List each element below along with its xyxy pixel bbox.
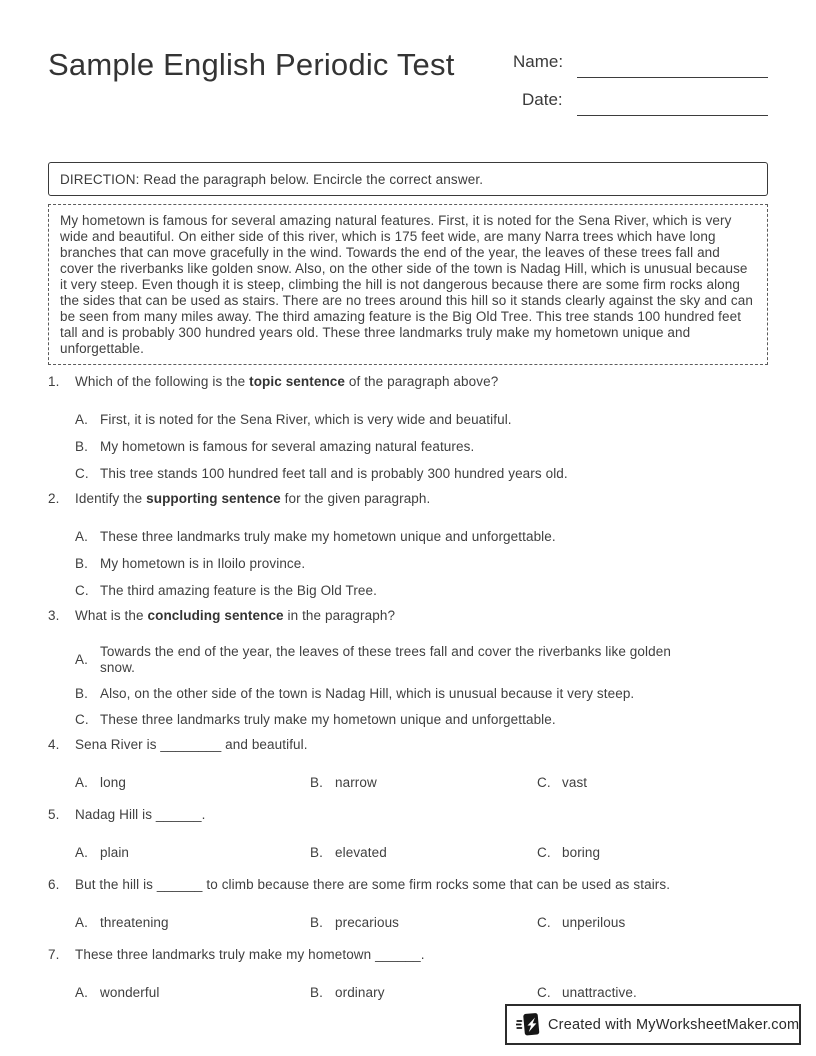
- option-6c-letter: C.: [537, 915, 551, 930]
- question-3-number: 3.: [48, 608, 60, 623]
- passage-text: My hometown is famous for several amazing natural features. First, it is noted for the Sena River, which is very wide and beautiful. On either side of this river, which is 175 feet wide, are many Narra trees which have long branches that can move gracefully in the wind. Towards the end of the year, the leaves of these trees fall and cover the riverbanks like golden snow. Also, on the other side of the town is Nadag Hill, which is unusual because it very steep. Even though it is steep, climbing the hill is not dangerous because there are some firm rocks along the sides that can be used as stairs. There are no trees around this hill so it stands clearly against the sky and can be seen from many miles away. The third amazing feature is the Big Old Tree. This tree stands 100 hundred feet tall and is probably 300 hundred years old. These three landmarks truly make my hometown unique and unforgettable.: [60, 213, 753, 356]
- date-label: Date:: [522, 90, 563, 109]
- option-5b[interactable]: [310, 845, 387, 861]
- option-2a-text: These three landmarks truly make my hometown unique and unforgettable.: [100, 529, 556, 544]
- question-6-options-row: [48, 915, 770, 935]
- option-7b-text: ordinary: [335, 985, 385, 1000]
- question-4: [48, 737, 770, 795]
- option-7b-letter: B.: [310, 985, 323, 1000]
- question-7-text: [75, 947, 425, 963]
- option-7a[interactable]: [75, 985, 159, 1001]
- date-blank-line[interactable]: [577, 115, 768, 116]
- option-1b-letter: B.: [75, 439, 88, 454]
- option-6b[interactable]: [310, 915, 399, 931]
- footer-credit-box: [505, 1004, 801, 1045]
- question-2: [48, 491, 770, 610]
- option-6b-letter: B.: [310, 915, 323, 930]
- option-3a-letter: A.: [75, 652, 88, 667]
- question-1-prefix: Which of the following is the: [75, 374, 250, 389]
- option-3a[interactable]: [75, 644, 770, 676]
- option-4b[interactable]: [310, 775, 377, 791]
- question-7-line: [48, 947, 770, 963]
- question-3-line: [48, 608, 770, 624]
- question-7: [48, 947, 770, 1005]
- question-4-options-row: [48, 775, 770, 795]
- option-6a[interactable]: [75, 915, 169, 931]
- question-7-prefix: These three landmarks truly make my hometown ______.: [75, 947, 425, 962]
- question-2-text: [75, 491, 430, 507]
- question-3-text: [75, 608, 395, 624]
- question-5: [48, 807, 770, 865]
- question-1-number: 1.: [48, 374, 60, 389]
- option-3b-text: Also, on the other side of the town is Nadag Hill, which is unusual because it very steep.: [100, 686, 635, 701]
- question-4-number: 4.: [48, 737, 60, 752]
- name-blank-line[interactable]: [577, 77, 768, 78]
- option-2c-letter: C.: [75, 583, 89, 598]
- question-1: [48, 374, 770, 493]
- page-title: Sample English Periodic Test: [48, 47, 455, 82]
- option-2a-letter: A.: [75, 529, 88, 544]
- question-2-bold: supporting sentence: [146, 491, 281, 506]
- option-1a[interactable]: [75, 412, 770, 428]
- question-5-prefix: Nadag Hill is ______.: [75, 807, 206, 822]
- option-5a[interactable]: [75, 845, 129, 861]
- direction-box: [48, 162, 768, 196]
- question-6-prefix: But the hill is ______ to climb because there are some firm rocks some that can be used as stairs.: [75, 877, 671, 892]
- question-6-text: [75, 877, 670, 893]
- option-3c-text: These three landmarks truly make my hometown unique and unforgettable.: [100, 712, 556, 727]
- option-1c-text: This tree stands 100 hundred feet tall and is probably 300 hundred years old.: [100, 466, 568, 481]
- option-7a-text: wonderful: [100, 985, 160, 1000]
- question-4-prefix: Sena River is ________ and beautiful.: [75, 737, 308, 752]
- question-5-options-row: [48, 845, 770, 865]
- question-5-text: [75, 807, 205, 823]
- question-2-suffix: for the given paragraph.: [280, 491, 431, 506]
- question-7-number: 7.: [48, 947, 60, 962]
- option-5c[interactable]: [537, 845, 600, 861]
- option-7c-text: unattractive.: [562, 985, 637, 1000]
- option-6a-text: threatening: [100, 915, 169, 930]
- question-2-prefix: Identify the: [75, 491, 147, 506]
- option-1a-text: First, it is noted for the Sena River, which is very wide and beuatiful.: [100, 412, 512, 427]
- question-1-bold: topic sentence: [249, 374, 346, 389]
- option-5b-text: elevated: [335, 845, 387, 860]
- direction-text: DIRECTION: Read the paragraph below. Encircle the correct answer.: [60, 171, 484, 187]
- question-6-number: 6.: [48, 877, 60, 892]
- question-6-line: [48, 877, 770, 893]
- option-1c-letter: C.: [75, 466, 89, 481]
- question-5-line: [48, 807, 770, 823]
- option-2c-text: The third amazing feature is the Big Old Tree.: [100, 583, 377, 598]
- question-6: [48, 877, 770, 935]
- option-7c-letter: C.: [537, 985, 551, 1000]
- option-4b-text: narrow: [335, 775, 377, 790]
- question-3-bold: concluding sentence: [147, 608, 284, 623]
- worksheet-maker-logo-icon: [516, 1011, 541, 1038]
- question-7-options-row: [48, 985, 770, 1005]
- option-2a[interactable]: [75, 529, 770, 545]
- option-6b-text: precarious: [335, 915, 400, 930]
- question-1-text: [75, 374, 498, 390]
- question-1-suffix: of the paragraph above?: [345, 374, 499, 389]
- footer-credit-text[interactable]: Created with MyWorksheetMaker.com: [548, 1016, 800, 1033]
- option-1a-letter: A.: [75, 412, 88, 427]
- option-4c[interactable]: [537, 775, 587, 791]
- question-1-line: [48, 374, 770, 390]
- name-label: Name:: [513, 52, 564, 71]
- option-1c[interactable]: [75, 466, 770, 482]
- question-2-line: [48, 491, 770, 507]
- option-5b-letter: B.: [310, 845, 323, 860]
- question-4-line: [48, 737, 770, 753]
- option-3c[interactable]: [75, 712, 770, 728]
- option-2b-letter: B.: [75, 556, 88, 571]
- option-7a-letter: A.: [75, 985, 88, 1000]
- option-3b-letter: B.: [75, 686, 88, 701]
- option-5c-letter: C.: [537, 845, 551, 860]
- option-4a[interactable]: [75, 775, 126, 791]
- question-2-number: 2.: [48, 491, 60, 506]
- question-3: [48, 608, 770, 738]
- option-5a-letter: A.: [75, 845, 88, 860]
- option-6c[interactable]: [537, 915, 625, 931]
- option-6c-text: unperilous: [562, 915, 626, 930]
- question-5-number: 5.: [48, 807, 60, 822]
- option-4a-letter: A.: [75, 775, 88, 790]
- question-3-prefix: What is the: [75, 608, 148, 623]
- passage-box: [48, 204, 768, 365]
- option-2b[interactable]: [75, 556, 770, 572]
- option-3b[interactable]: [75, 686, 770, 702]
- option-4c-text: vast: [562, 775, 588, 790]
- option-4b-letter: B.: [310, 775, 323, 790]
- option-2c[interactable]: [75, 583, 770, 599]
- question-3-suffix: in the paragraph?: [283, 608, 396, 623]
- option-1b-text: My hometown is famous for several amazing natural features.: [100, 439, 475, 454]
- option-7c[interactable]: [537, 985, 637, 1001]
- question-4-text: [75, 737, 308, 753]
- option-5a-text: plain: [100, 845, 130, 860]
- option-3c-letter: C.: [75, 712, 89, 727]
- option-1b[interactable]: [75, 439, 770, 455]
- option-2b-text: My hometown is in Iloilo province.: [100, 556, 306, 571]
- option-7b[interactable]: [310, 985, 385, 1001]
- option-6a-letter: A.: [75, 915, 88, 930]
- option-4a-text: long: [100, 775, 126, 790]
- option-3a-text: Towards the end of the year, the leaves of these trees fall and cover the riverbanks like golden snow.: [100, 644, 671, 675]
- option-4c-letter: C.: [537, 775, 551, 790]
- option-5c-text: boring: [562, 845, 601, 860]
